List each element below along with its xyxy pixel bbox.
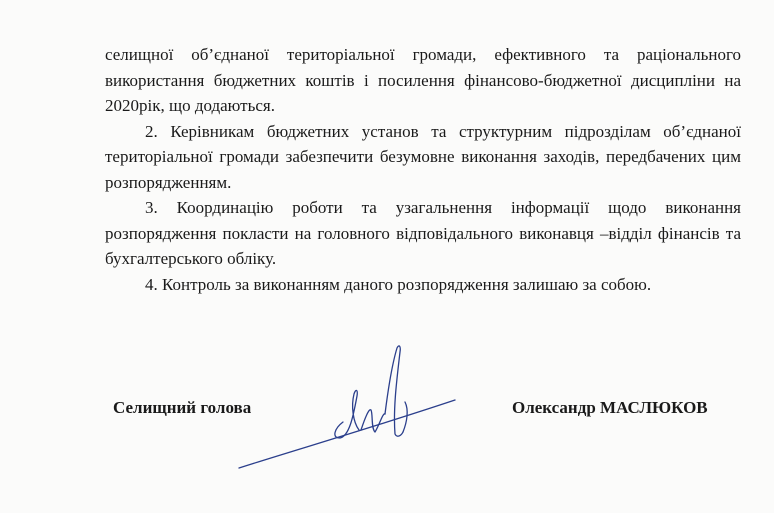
paragraph-2: 2. Керівникам бюджетних установ та структурним підрозділам об’єднаної територіальної громади забезпечити безумовне виконання заходів, передбачених цим розпорядженням. <box>105 121 741 192</box>
handwritten-signature <box>225 338 475 488</box>
signatory-title: Селищний голова <box>113 398 252 417</box>
paragraph-4: 4. Контроль за виконанням даного розпорядження залишаю за собою. <box>145 274 652 294</box>
signatory-name: Олександр МАСЛЮКОВ <box>512 398 708 417</box>
paragraph-3: 3. Координацію роботи та узагальнення інформації щодо виконання розпорядження покласти на головного відповідального виконавця –відділ фінансів та бухгалтерського обліку. <box>105 198 741 268</box>
paragraph-1-continuation: селищної об’єднаної територіальної громади, ефективного та раціонального використання бюджетних коштів і посилення фінансово-бюджетної дисципліни на 2020рік, що додаються. <box>105 45 741 115</box>
